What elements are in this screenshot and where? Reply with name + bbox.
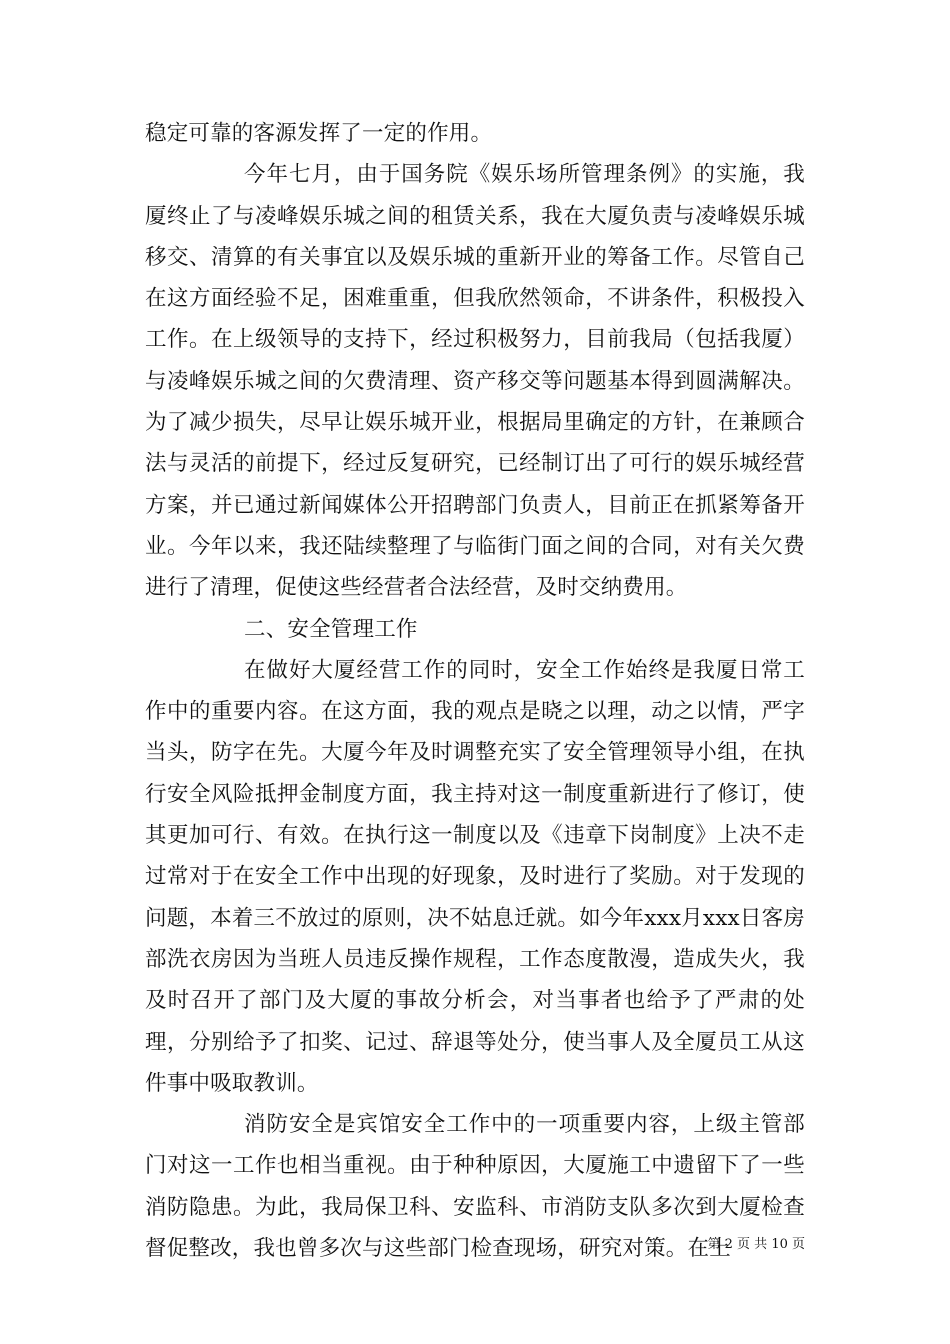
paragraph-fire-safety: 消防安全是宾馆安全工作中的一项重要内容，上级主管部门对这一工作也相当重视。由于种种原因，大厦施工中遗留下了一些消防隐患。为此，我局保卫科、安监科、市消防支队多次到大厦检查督促整改，我也曾多次与这些部门检查现场，研究对策。在上 (145, 1112, 805, 1262)
paragraph-continuation: 稳定可靠的客源发挥了一定的作用。 (145, 121, 493, 146)
paragraph-safety-work: 在做好大厦经营工作的同时，安全工作始终是我厦日常工作中的重要内容。在这方面，我的观点是晓之以理，动之以情，严字当头，防字在先。大厦今年及时调整充实了安全管理领导小组，在执行安全风险抵押金制度方面，我主持对这一制度重新进行了修订，使其更加可行、有效。在执行这一制度以及《违章下岗制度》上决不走过常对于在安全工作中出现的好现象，及时进行了奖励。对于发现的问题，本着三不放过的原则，决不姑息迁就。如今年xxx月xxx日客房部洗衣房因为当班人员违反操作规程，工作态度散漫，造成失火，我及时召开了部门及大厦的事故分析会，对当事者也给予了严肃的处理，分别给予了扣奖、记过、辞退等处分，使当事人及全厦员工从这件事中吸取教训。 (145, 657, 805, 1096)
page-number-footer: 第 2 页 共 10 页 (707, 1237, 805, 1252)
document-body (145, 113, 805, 1269)
section-heading-safety: 二、安全管理工作 (244, 616, 418, 642)
paragraph-entertainment-city: 今年七月，由于国务院《娱乐场所管理条例》的实施，我厦终止了与凌峰娱乐城之间的租赁关系，我在大厦负责与凌峰娱乐城移交、清算的有关事宜以及娱乐城的重新开业的筹备工作。尽管自己在这方面经验不足，困难重重，但我欣然领命，不讲条件，积极投入工作。在上级领导的支持下，经过积极努力，目前我局（包括我厦）与凌峰娱乐城之间的欠费清理、资产移交等问题基本得到圆满解决。为了减少损失，尽早让娱乐城开业，根据局里确定的方针，在兼顾合法与灵活的前提下，经过反复研究，已经制订出了可行的娱乐城经营方案，并已通过新闻媒体公开招聘部门负责人，目前正在抓紧筹备开业。今年以来，我还陆续整理了与临街门面之间的合同，对有关欠费进行了清理，促使这些经营者合法经营，及时交纳费用。 (145, 162, 805, 601)
